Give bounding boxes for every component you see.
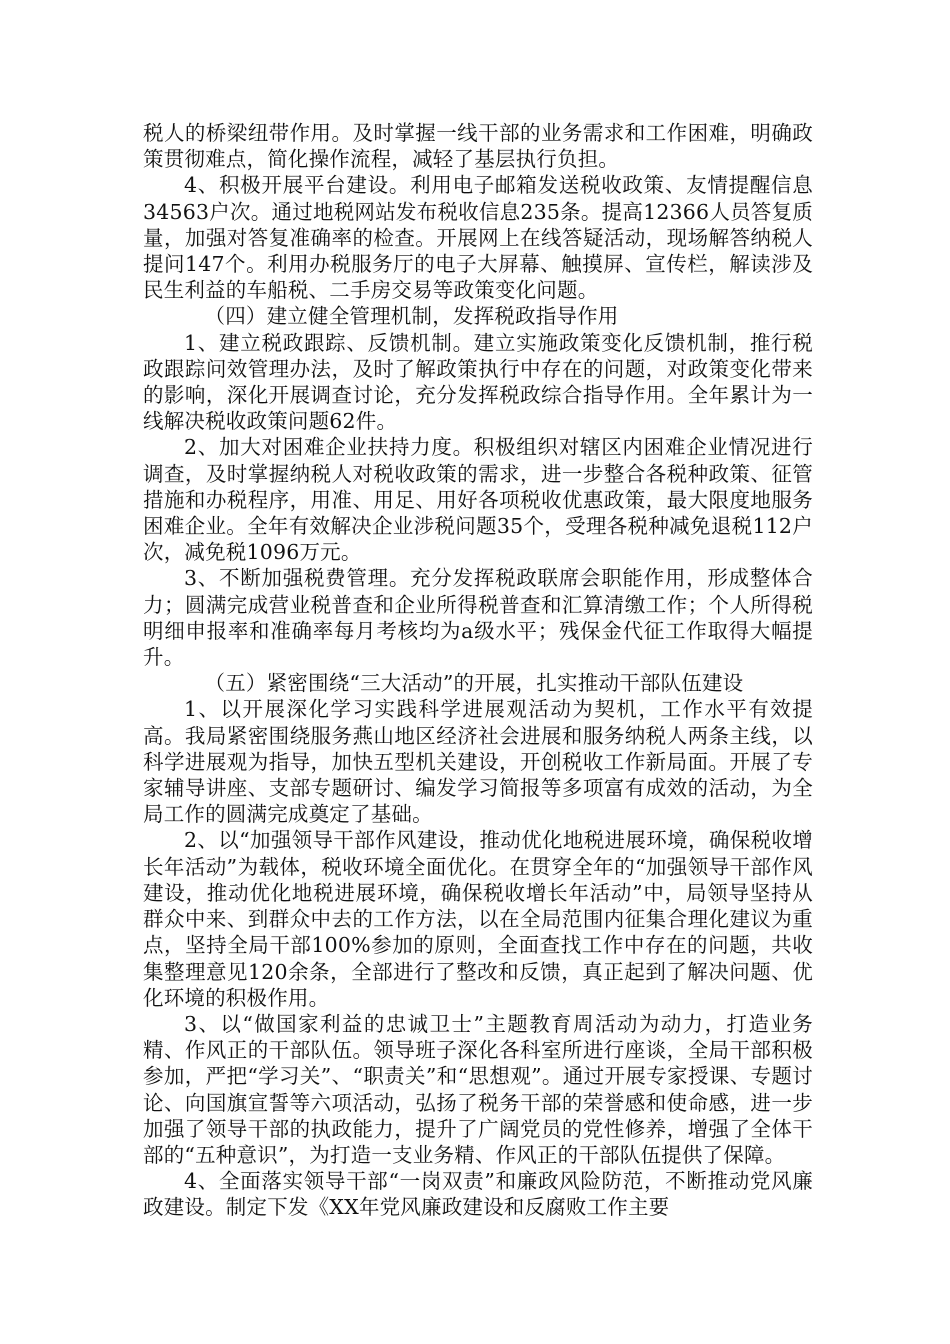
paragraph-enterprise-support: 2、加大对困难企业扶持力度。积极组织对辖区内困难企业情况进行调查，及时掌握纳税人对税收政策的需求，进一步整合各税种政策、征管措施和办税程序，用准、用足、用好各项税收优惠政策，最大限度地服务困难企业。全年有效解决企业涉税问题35个，受理各税种减免退税112户次，减免税1096万元。 [143,435,813,565]
paragraph-continuation: 税人的桥梁纽带作用。及时掌握一线干部的业务需求和工作困难，明确政策贯彻难点，简化操作流程，减轻了基层执行负担。 [143,121,813,172]
section-heading-five: （五）紧密围绕“三大活动”的开展，扎实推动干部队伍建设 [204,671,744,696]
document-body [143,120,813,1221]
paragraph-platform-building: 4、积极开展平台建设。利用电子邮箱发送税收政策、友情提醒信息34563户次。通过地税网站发布税收信息235条。提高12366人员答复质量，加强对答复准确率的检查。开展网上在线答疑活动，现场解答纳税人提问147个。利用办税服务厅的电子大屏幕、触摸屏、宣传栏，解读涉及民生利益的车船税、二手房交易等政策变化问题。 [143,173,813,303]
paragraph-study-practice: 1、以开展深化学习实践科学进展观活动为契机，工作水平有效提高。我局紧密围绕服务燕山地区经济社会进展和服务纳税人两条主线，以科学进展观为指导，加快五型机关建设，开创税收工作新局面。开展了专家辅导讲座、支部专题研讨、编发学习简报等多项富有成效的活动，为全局工作的圆满完成奠定了基础。 [143,697,813,827]
paragraph-leadership-style: 2、以“加强领导干部作风建设，推动优化地税进展环境，确保税收增长年活动”为载体，税收环境全面优化。在贯穿全年的“加强领导干部作风建设，推动优化地税进展环境，确保税收增长年活动”中，局领导坚持从群众中来、到群众中去的工作方法，以在全局范围内征集合理化建议为重点，坚持全局干部100%参加的原则，全面查找工作中存在的问题，共收集整理意见120余条，全部进行了整改和反馈，真正起到了解决问题、优化环境的积极作用。 [143,828,813,1010]
paragraph-loyal-guard: 3、以“做国家利益的忠诚卫士”主题教育周活动为动力，打造业务精、作风正的干部队伍。领导班子深化各科室所进行座谈，全局干部积极参加，严把“学习关”、“职责关”和“思想观”。通过开展专家授课、专题讨论、向国旗宣誓等六项活动，弘扬了税务干部的荣誉感和使命感，进一步加强了领导干部的执政能力，提升了广阔党员的党性修养，增强了全体干部的“五种意识”，为打造一支业务精、作风正的干部队伍提供了保障。 [143,1011,813,1167]
paragraph-tracking-feedback: 1、建立税政跟踪、反馈机制。建立实施政策变化反馈机制，推行税政跟踪问效管理办法，及时了解政策执行中存在的问题，对政策变化带来的影响，深化开展调查讨论，充分发挥税政综合指导作用。全年累计为一线解决税收政策问题62件。 [143,330,813,434]
paragraph-fee-management: 3、不断加强税费管理。充分发挥税政联席会职能作用，形成整体合力；圆满完成营业税普查和企业所得税普查和汇算清缴工作；个人所得税明细申报率和准确率每月考核均为a级水平；残保金代征工作取得大幅提升。 [143,566,813,670]
paragraph-party-integrity: 4、全面落实领导干部“一岗双责”和廉政风险防范，不断推动党风廉政建设。制定下发《XX年党风廉政建设和反腐败工作主要 [143,1169,813,1220]
section-heading-four: （四）建立健全管理机制，发挥税政指导作用 [204,304,619,329]
